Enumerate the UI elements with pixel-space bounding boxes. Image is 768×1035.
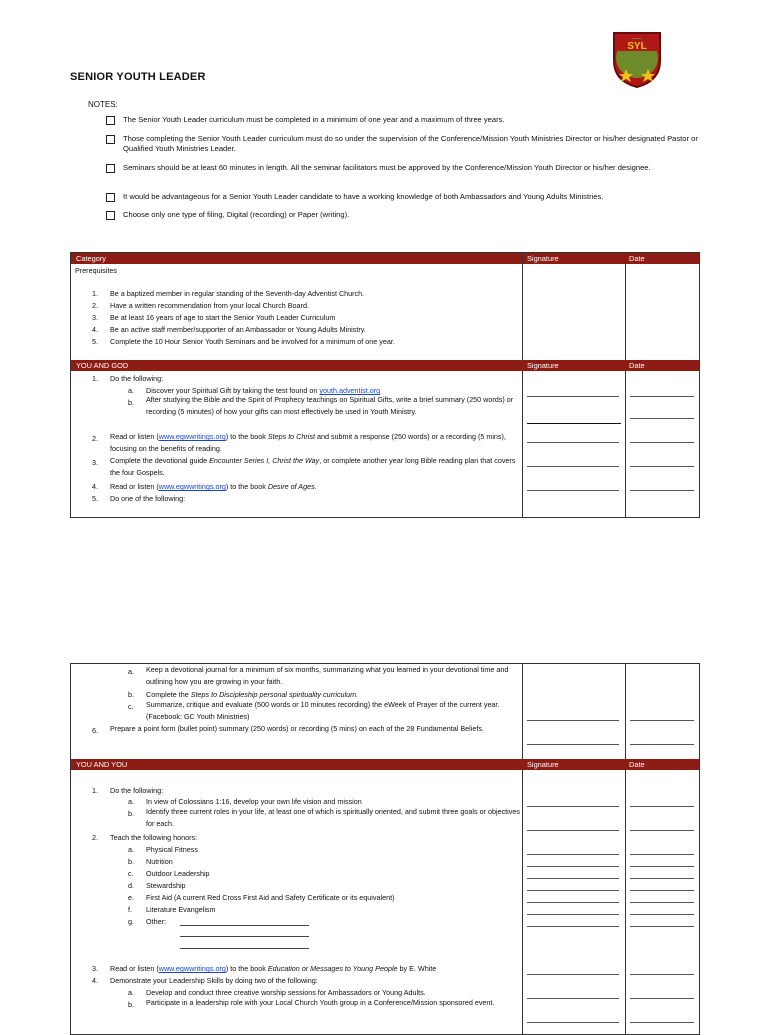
prereq-title: Prerequisites: [75, 266, 117, 275]
note-item: Seminars should be at least 60 minutes in length. All the seminar facilitators must be approved by the Conference/Mission Youth Director or his/her designee.: [106, 163, 706, 173]
signature-line[interactable]: [527, 466, 619, 467]
signature-line[interactable]: [527, 830, 619, 831]
requirements-table-2: a. Keep a devotional journal for a minimum of six months, summarizing what you learned in your devotional time and outlining how you are growing in your faith. b. Complete the Steps to Discipleship personal spirituality curriculum. c. Summarize, critique and evaluate (500 words or 10 minutes recording) the eWeek of Prayer of the current year. (Facebook: GC Youth Ministries) 6. Prepare a point form (bullet point) summary (250 words) or recording (5 mins) on each of the 28 Fundamental Beliefs. YOU AND YOU Signature Date 1. Do the following: a. In view of Colossians 1:16, develop your own life vision and mission b. Identify three current roles in your life, at least one of which is spiritually oriented, and submit three goals or objectives for each. 2. Teach the following honors: a. Physical Fitness b. Nutrition c. Outdoor Leadership d. Stewardship e. First Aid (A current Red Cross First Aid and Safety Certificate or its equivalent) f. Literature Evangelism g. Other: 3. Read or listen (www.egwwritings.org) to the book Education or Messages to Young People by E. White 4. Demonstrate your Leadership Skills by doing two of the following: a. Develop and conduct three creative worship sessions for Ambassadors or Young Adults. b. Participate in a leadership role with your Local Church Youth group in a Conference/Mission sponsored event.: [70, 663, 700, 1035]
egw-link[interactable]: www.egwwritings.org: [158, 432, 226, 441]
signature-line[interactable]: [527, 890, 619, 891]
date-line[interactable]: [630, 854, 694, 855]
table-header: Category Signature Date: [71, 253, 699, 264]
checkbox-icon[interactable]: [106, 211, 115, 220]
note-item: It would be advantageous for a Senior Youth Leader candidate to have a working knowledge of both Ambassadors and Young Adults Ministries.: [106, 192, 706, 202]
table-header: YOU AND GOD Signature Date: [71, 360, 699, 371]
checkbox-icon[interactable]: [106, 164, 115, 173]
signature-line[interactable]: [527, 744, 619, 745]
note-item: Those completing the Senior Youth Leader curriculum must do so under the supervision of the Conference/Mission Youth Ministries Director or his/her designated Pastor or Qualified Youth Ministries Leader.: [106, 134, 706, 154]
signature-line[interactable]: [527, 926, 619, 927]
signature-line[interactable]: [527, 423, 621, 424]
signature-line[interactable]: [527, 998, 619, 999]
page-title: SENIOR YOUTH LEADER: [70, 71, 206, 83]
date-line[interactable]: [630, 974, 694, 975]
date-line[interactable]: [630, 466, 694, 467]
date-line[interactable]: [630, 902, 694, 903]
signature-line[interactable]: [527, 902, 619, 903]
youth-adventist-link[interactable]: youth.adventist.org: [319, 386, 381, 395]
checkbox-icon[interactable]: [106, 193, 115, 202]
date-line[interactable]: [630, 1022, 694, 1023]
table-header: YOU AND YOU Signature Date: [71, 759, 699, 770]
signature-line[interactable]: [527, 914, 619, 915]
signature-line[interactable]: [527, 866, 619, 867]
date-line[interactable]: [630, 490, 694, 491]
note-item: The Senior Youth Leader curriculum must be completed in a minimum of one year and a maximum of three years.: [106, 115, 706, 125]
signature-line[interactable]: [527, 490, 619, 491]
note-item: Choose only one type of filing, Digital (recording) or Paper (writing).: [106, 210, 706, 220]
checkbox-icon[interactable]: [106, 135, 115, 144]
egw-link[interactable]: www.egwwritings.org: [158, 482, 226, 491]
date-line[interactable]: [630, 442, 694, 443]
date-line[interactable]: [630, 720, 694, 721]
date-line[interactable]: [630, 926, 694, 927]
signature-line[interactable]: [527, 854, 619, 855]
spiritual-gift-item: Discover your Spiritual Gift by taking the test found on youth.adventist.org: [146, 386, 381, 395]
date-line[interactable]: [630, 878, 694, 879]
signature-line[interactable]: [527, 878, 619, 879]
date-line[interactable]: [630, 866, 694, 867]
signature-line[interactable]: [527, 720, 619, 721]
notes-label: NOTES:: [88, 100, 118, 109]
signature-line[interactable]: [527, 396, 619, 397]
other-honor-line[interactable]: [180, 936, 309, 937]
other-honor-line[interactable]: [180, 948, 309, 949]
signature-line[interactable]: [527, 974, 619, 975]
date-line[interactable]: [630, 418, 694, 419]
requirements-table-1: Category Signature Date Prerequisites 1. Be a baptized member in regular standing of the Seventh-day Adventist Church. 2. Have a written recommendation from your local Church Board. 3. Be at least 16 years of age to start the Senior Youth Leader Curriculum 4. Be an active staff member/supporter of an Ambassador or Young Adults Ministry. 5. Complete the 10 Hour Senior Youth Seminars and be involved for a minimum of one year. YOU AND GOD Signature Date 1. Do the following: a. Discover your Spiritual Gift by taking the test found on youth.adventist.org b. After studying the Bible and the Spirit of Prophecy teachings on Spiritual Gifts, write a brief summary (250 words) or recording (5 minutes) of how your gifts can most effectively be used in Youth Ministry. 2. Read or listen (www.egwwritings.org) to the book Steps to Christ and submit a response (250 words) or a recording (5 mins), focusing on the benefits of reading. 3. Complete the devotional guide Encounter Series I, Christ the Way, or complete another year long Bible reading plan that covers the four Gospels. 4. Read or listen (www.egwwritings.org) to the book Desire of Ages. 5. Do one of the following:: [70, 252, 700, 518]
syl-logo: [604, 25, 670, 91]
signature-line[interactable]: [527, 806, 619, 807]
date-line[interactable]: [630, 806, 694, 807]
date-line[interactable]: [630, 914, 694, 915]
date-line[interactable]: [630, 396, 694, 397]
other-honor-line[interactable]: [180, 925, 309, 926]
date-line[interactable]: [630, 830, 694, 831]
egw-link[interactable]: www.egwwritings.org: [158, 964, 226, 973]
signature-line[interactable]: [527, 1022, 619, 1023]
date-line[interactable]: [630, 890, 694, 891]
date-line[interactable]: [630, 744, 694, 745]
date-line[interactable]: [630, 998, 694, 999]
signature-line[interactable]: [527, 442, 619, 443]
logo-text: SYL: [627, 41, 647, 52]
checkbox-icon[interactable]: [106, 116, 115, 125]
